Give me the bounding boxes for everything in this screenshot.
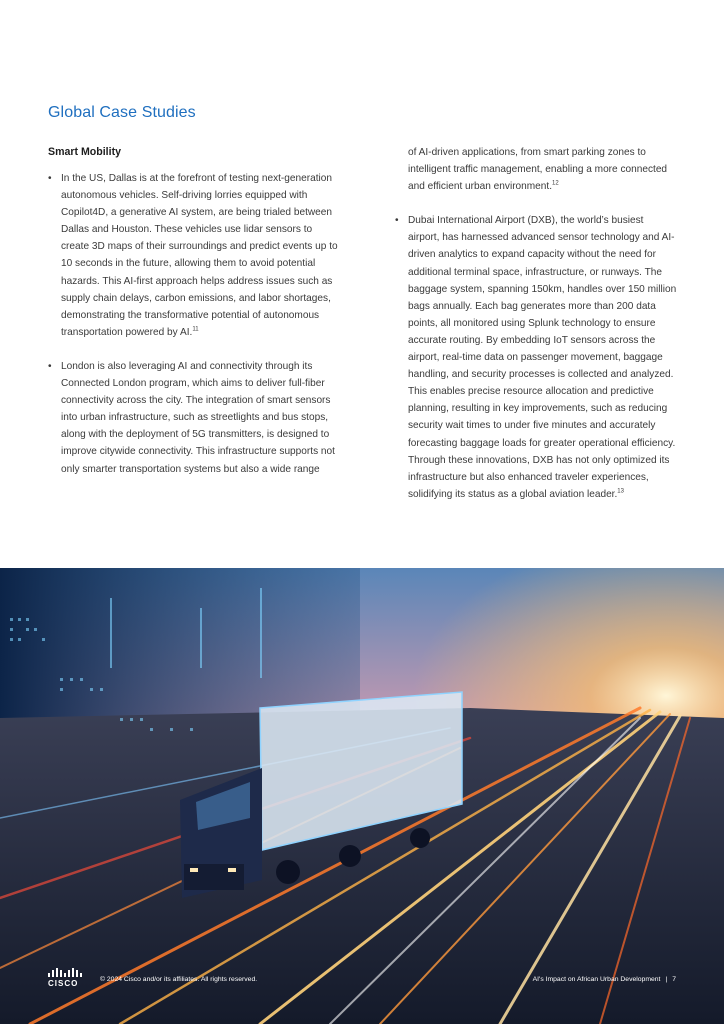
london-continuation xyxy=(395,144,677,195)
cisco-logo-bars-icon xyxy=(48,968,88,977)
bullet-dallas xyxy=(48,170,340,341)
footnote-ref-11: 11 xyxy=(192,326,199,333)
hero-image-autonomous-truck xyxy=(0,568,724,1024)
left-column xyxy=(48,144,340,478)
bullet-dallas-text: In the US, Dallas is at the forefront of testing next-generation autonomous vehicles. Self-driving lorries equipped with Copilot4D, a generative AI system, are being trialed between Dallas and Houston. These vehicles use lidar sensors to create 3D maps of their surroundings and predict events up to 10 seconds in the future, allowing them to avoid potential hazards. This AI-first approach helps address issues such as supply chain delays, carbon emissions, and labor shortages, demonstrating the transformative potential of autonomous transportation powered by AI. xyxy=(61,173,338,338)
report-title: AI's Impact on African Urban Development xyxy=(532,976,661,983)
london-continuation-text: of AI-driven applications, from smart parking zones to intelligent traffic management, enabling a more connected and efficient urban environment. xyxy=(408,147,668,193)
copyright-notice: © 2024 Cisco and/or its affiliates. All rights reserved. xyxy=(100,976,258,983)
bullet-london-text: London is also leveraging AI and connectivity through its Connected London program, which aims to deliver full-fiber connectivity across the city. The integration of smart sensors into urban infrastructure, such as streetlights and bus stops, along with the deployment of 5G transmitters, is designed to improve citywide connectivity. This infrastructure supports not only smarter transportation systems but also a wide range xyxy=(61,360,335,475)
bullet-dubai xyxy=(395,212,677,503)
page-info xyxy=(533,976,676,983)
page-number: 7 xyxy=(672,976,676,983)
page-footer xyxy=(0,964,724,996)
left-bullet-list xyxy=(48,170,340,478)
cisco-logo-word: CISCO xyxy=(48,979,79,988)
bullet-london xyxy=(48,358,340,478)
hero-illustration xyxy=(0,568,724,1024)
footer-separator: | xyxy=(665,976,668,983)
right-bullet-list xyxy=(395,212,677,503)
footnote-ref-12: 12 xyxy=(552,180,559,187)
section-title: Global Case Studies xyxy=(48,104,196,121)
right-column xyxy=(395,144,677,503)
cisco-logo xyxy=(48,968,88,988)
footnote-ref-13: 13 xyxy=(617,488,624,495)
subhead-smart-mobility: Smart Mobility xyxy=(48,146,121,158)
bullet-dubai-text: Dubai International Airport (DXB), the world’s busiest airport, has harnessed advanced sensor technology and AI-driven analytics to expand capacity without the need for additional terminal space, infrastructure, or runways. The baggage system, spanning 150km, handles over 150 million bags annually. Each bag generates more than 200 data points, all monitored using Splunk technology to ensure accurate routing. By embedding IoT sensors across the airport, real-time data on passenger movement, baggage handling, and security processes is collected and analyzed. This enables precise resource allocation and predictive planning, resulting in key improvements, such as reducing security wait times to under five minutes and accurately forecasting baggage loads for greater operational efficiency. Through these innovations, DXB has not only optimized its infrastructure but also enhanced traveler experiences, solidifying its status as a global aviation leader. xyxy=(408,215,677,500)
